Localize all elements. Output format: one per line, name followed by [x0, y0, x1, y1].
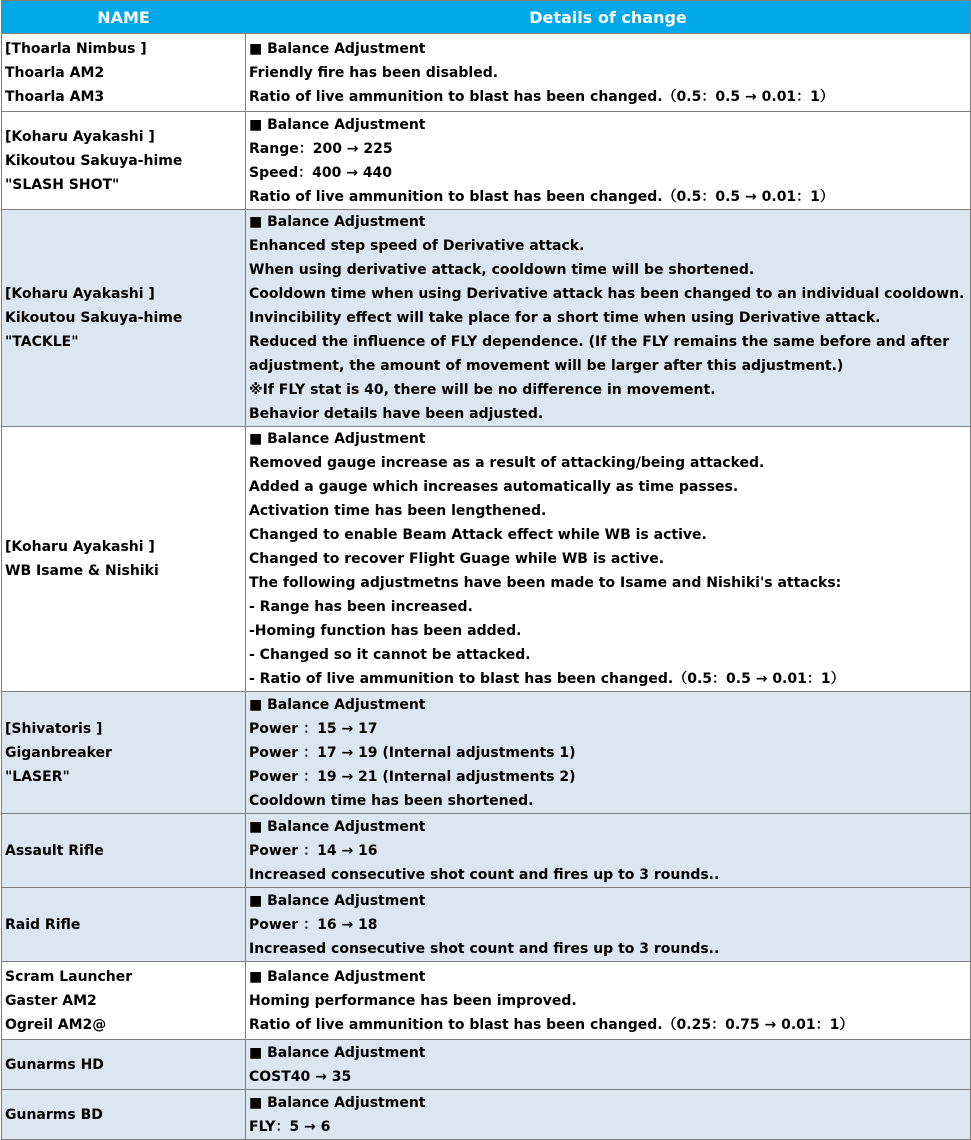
item-name-cell — [2, 427, 246, 692]
item-name-line: Thoarla AM2 — [5, 64, 105, 81]
change-line: - Ratio of live ammunition to blast has been changed.（0.5：0.5 → 0.01：1） — [249, 671, 845, 687]
change-line: Increased consecutive shot count and fires up to 3 rounds.. — [249, 940, 720, 957]
change-line: Power ：15 → 17 — [249, 720, 378, 737]
item-name-line: Thoarla AM3 — [5, 88, 105, 105]
item-name-cell — [2, 1040, 246, 1090]
item-name-line: [Koharu Ayakashi ] — [5, 539, 155, 555]
table-row — [2, 112, 971, 210]
item-name-cell — [2, 888, 246, 962]
change-line: -Homing function has been added. — [249, 623, 522, 639]
change-line: ※If FLY stat is 40, there will be no difference in movement. — [249, 382, 716, 398]
change-line: Increased consecutive shot count and fires up to 3 rounds.. — [249, 866, 720, 883]
item-name-line: Gunarms BD — [5, 1106, 103, 1123]
change-line: Power ：14 → 16 — [249, 842, 378, 859]
item-name-line: Raid Rifle — [5, 916, 81, 933]
change-line: The following adjustmetns have been made to Isame and Nishiki's attacks: — [249, 575, 842, 591]
item-name-line: Scram Launcher — [5, 968, 133, 985]
item-name-line: "SLASH SHOT" — [5, 176, 120, 193]
item-name-line: Gaster AM2 — [5, 992, 97, 1009]
change-details-cell — [246, 962, 971, 1040]
change-line: Behavior details have been adjusted. — [249, 406, 544, 422]
change-line: Ratio of live ammunition to blast has been changed.（0.25：0.75 → 0.01：1） — [249, 1016, 854, 1033]
item-name-cell — [2, 34, 246, 112]
table-row — [2, 427, 971, 692]
item-name-line: Kikoutou Sakuya-hime — [5, 310, 183, 326]
item-name-cell — [2, 962, 246, 1040]
patch-notes-table — [1, 0, 971, 1140]
change-line: Friendly fire has been disabled. — [249, 64, 499, 81]
change-line: FLY：5 → 6 — [249, 1118, 331, 1135]
change-line: Activation time has been lengthened. — [249, 503, 547, 519]
item-name-cell — [2, 210, 246, 427]
change-details-cell — [246, 112, 971, 210]
item-name-cell — [2, 814, 246, 888]
change-line: Ratio of live ammunition to blast has been changed.（0.5：0.5 → 0.01：1） — [249, 188, 834, 205]
change-line: When using derivative attack, cooldown time will be shortened. — [249, 262, 755, 278]
change-line: ■ Balance Adjustment — [249, 214, 426, 230]
header-row — [2, 1, 971, 34]
item-name-line: Giganbreaker — [5, 744, 112, 761]
change-line: Power ：16 → 18 — [249, 916, 378, 933]
item-name-line: Gunarms HD — [5, 1056, 104, 1073]
change-line: Homing performance has been improved. — [249, 992, 577, 1009]
item-name-line: WB Isame & Nishiki — [5, 563, 159, 579]
change-line: Changed to recover Flight Guage while WB is active. — [249, 551, 665, 567]
change-line: Range：200 → 225 — [249, 140, 393, 157]
change-line: ■ Balance Adjustment — [249, 40, 426, 57]
change-line: Ratio of live ammunition to blast has been changed.（0.5：0.5 → 0.01：1） — [249, 88, 834, 105]
item-name-line: [Koharu Ayakashi ] — [5, 128, 155, 145]
table-row — [2, 962, 971, 1040]
item-name-line: [Shivatoris ] — [5, 720, 103, 737]
change-details-cell — [246, 1040, 971, 1090]
change-details-cell — [246, 692, 971, 814]
change-line: ■ Balance Adjustment — [249, 116, 426, 133]
change-line: Enhanced step speed of Derivative attack. — [249, 238, 585, 254]
change-line: Cooldown time when using Derivative attack has been changed to an individual cooldown. — [249, 286, 965, 302]
item-name-cell — [2, 692, 246, 814]
table-row — [2, 692, 971, 814]
change-details-cell — [246, 427, 971, 692]
table-row — [2, 1090, 971, 1140]
change-details-cell — [246, 34, 971, 112]
item-name-line: [Thoarla Nimbus ] — [5, 40, 147, 57]
item-name-cell — [2, 112, 246, 210]
item-name-line: [Koharu Ayakashi ] — [5, 286, 155, 302]
change-line: ■ Balance Adjustment — [249, 968, 426, 985]
item-name-line: Assault Rifle — [5, 842, 104, 859]
change-line: COST40 → 35 — [249, 1068, 352, 1085]
change-line: ■ Balance Adjustment — [249, 1094, 426, 1111]
change-line: Added a gauge which increases automatically as time passes. — [249, 479, 739, 495]
table-row — [2, 210, 971, 427]
name-column-header: NAME — [2, 1, 246, 34]
details-column-header: Details of change — [246, 1, 971, 34]
table-row — [2, 34, 971, 112]
change-line: Power ：19 → 21 (Internal adjustments 2) — [249, 768, 576, 785]
item-name-line: "LASER" — [5, 768, 70, 785]
table-row — [2, 1040, 971, 1090]
change-line: Speed：400 → 440 — [249, 164, 393, 181]
change-details-cell — [246, 1090, 971, 1140]
item-name-cell — [2, 1090, 246, 1140]
table-row — [2, 888, 971, 962]
table-row — [2, 814, 971, 888]
change-line: Removed gauge increase as a result of attacking/being attacked. — [249, 455, 765, 471]
change-details-cell — [246, 210, 971, 427]
change-line: ■ Balance Adjustment — [249, 818, 426, 835]
change-details-cell — [246, 888, 971, 962]
change-line: - Range has been increased. — [249, 599, 473, 615]
change-line: - Changed so it cannot be attacked. — [249, 647, 531, 663]
change-line: ■ Balance Adjustment — [249, 892, 426, 909]
change-details-cell — [246, 814, 971, 888]
item-name-line: Kikoutou Sakuya-hime — [5, 152, 183, 169]
change-line: Power ：17 → 19 (Internal adjustments 1) — [249, 744, 576, 761]
change-line: Reduced the influence of FLY dependence. (If the FLY remains the same before and after adjustment, the amount of movement will be larger after this adjustment.) — [249, 334, 950, 374]
change-line: Changed to enable Beam Attack effect while WB is active. — [249, 527, 707, 543]
change-line: ■ Balance Adjustment — [249, 431, 426, 447]
change-line: Cooldown time has been shortened. — [249, 792, 534, 809]
change-line: Invincibility effect will take place for a short time when using Derivative attack. — [249, 310, 881, 326]
change-line: ■ Balance Adjustment — [249, 696, 426, 713]
item-name-line: Ogreil AM2@ — [5, 1016, 107, 1033]
item-name-line: "TACKLE" — [5, 334, 79, 350]
change-line: ■ Balance Adjustment — [249, 1044, 426, 1061]
